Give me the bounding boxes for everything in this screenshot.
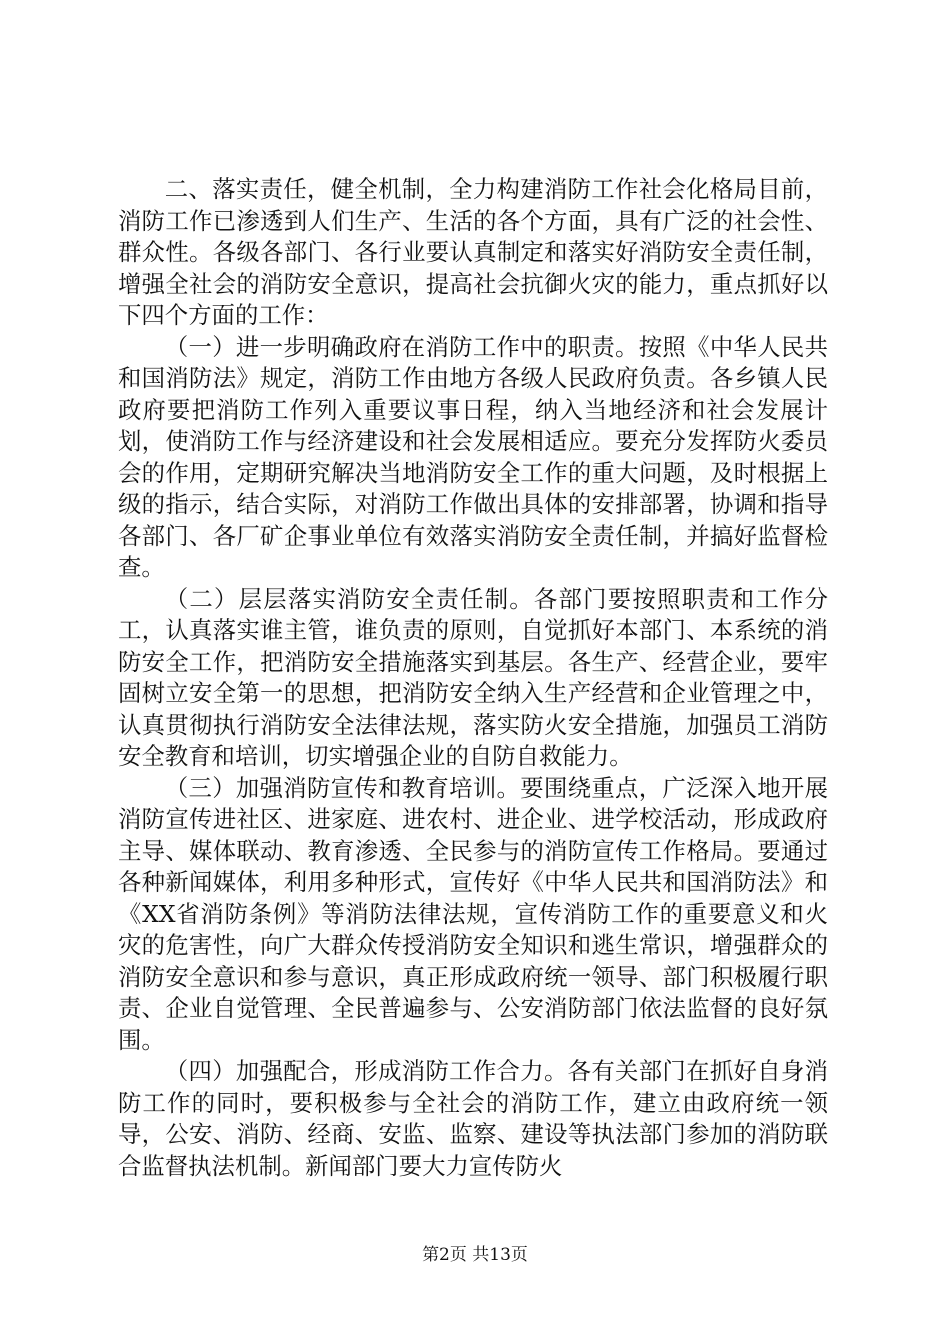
paragraph-item-four: （四）加强配合，形成消防工作合力。各有关部门在抓好自身消防工作的同时，要积极参与全社会的消防工作，建立由政府统一领导，公安、消防、经商、安监、监察、建设等执法部门参加的消防联合监督执法机制。新闻部门要大力宣传防火 [118,1057,828,1180]
paragraph-item-one: （一）进一步明确政府在消防工作中的职责。按照《中华人民共和国消防法》规定，消防工作由地方各级人民政府负责。各乡镇人民政府要把消防工作列入重要议事日程，纳入当地经济和社会发展计划，使消防工作与经济建设和社会发展相适应。要充分发挥防火委员会的作用，定期研究解决当地消防安全工作的重大问题，及时根据上级的指示，结合实际，对消防工作做出具体的安排部署，协调和指导各部门、各厂矿企事业单位有效落实消防安全责任制，并搞好监督检查。 [118,332,828,581]
page-number-footer: 第2页 共13页 [422,1245,528,1265]
paragraph-item-three: （三）加强消防宣传和教育培训。要围绕重点，广泛深入地开展消防宣传进社区、进家庭、进农村、进企业、进学校活动，形成政府主导、媒体联动、教育渗透、全民参与的消防宣传工作格局。要通过各种新闻媒体，利用多种形式，宣传好《中华人民共和国消防法》和《XX省消防条例》等消防法律法规，宣传消防工作的重要意义和火灾的危害性，向广大群众传授消防安全知识和逃生常识，增强群众的消防安全意识和参与意识，真正形成政府统一领导、部门积极履行职责、企业自觉管理、全民普遍参与、公安消防部门依法监督的良好氛围。 [118,773,828,1054]
paragraph-section-two: 二、落实责任，健全机制，全力构建消防工作社会化格局目前，消防工作已渗透到人们生产、生活的各个方面，具有广泛的社会性、群众性。各级各部门、各行业要认真制定和落实好消防安全责任制，增强全社会的消防安全意识，提高社会抗御火灾的能力，重点抓好以下四个方面的工作： [118,175,828,329]
paragraph-item-two: （二）层层落实消防安全责任制。各部门要按照职责和工作分工，认真落实谁主管，谁负责的原则，自觉抓好本部门、本系统的消防安全工作，把消防安全措施落实到基层。各生产、经营企业，要牢固树立安全第一的思想，把消防安全纳入生产经营和企业管理之中，认真贯彻执行消防安全法律法规，落实防火安全措施，加强员工消防安全教育和培训，切实增强企业的自防自救能力。 [118,584,828,770]
document-body [118,174,828,1182]
